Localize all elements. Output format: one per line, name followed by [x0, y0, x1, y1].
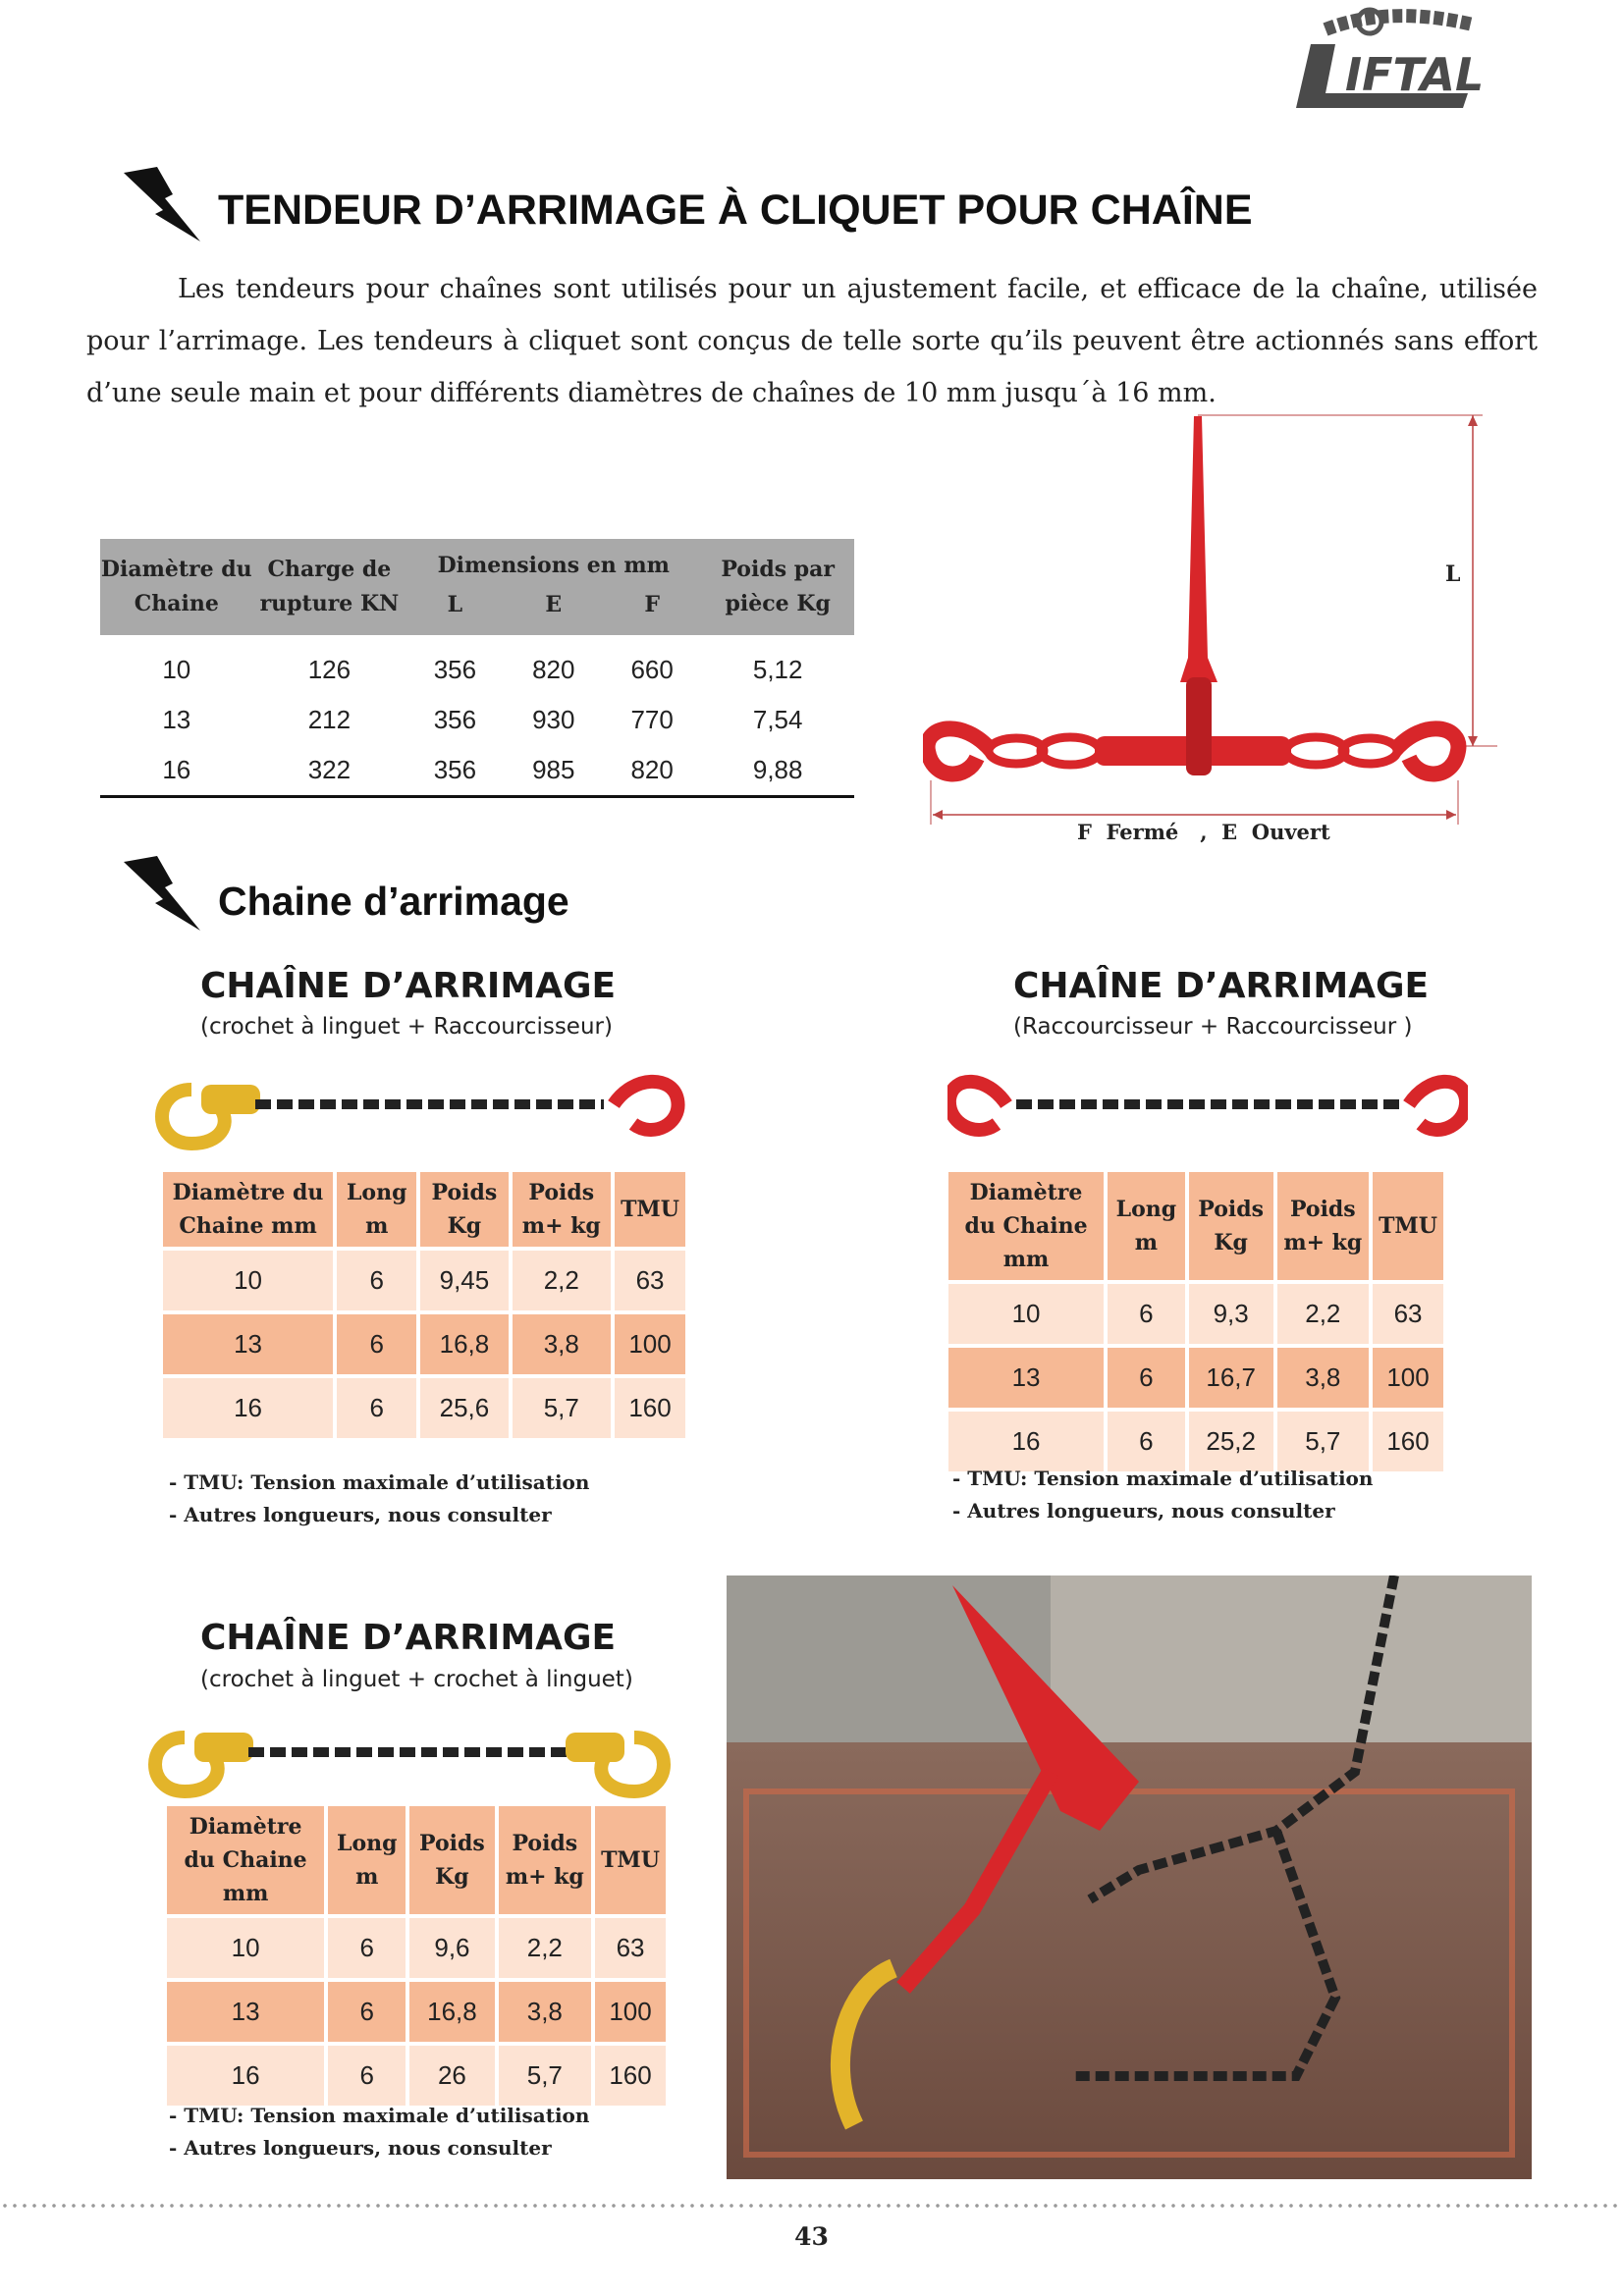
col-poids: Poids Kg — [409, 1806, 494, 1914]
table-row: 16 6 25,6 5,7 160 — [163, 1378, 685, 1438]
col-tmu: TMU — [615, 1172, 685, 1247]
chain1-notes: - TMU: Tension maximale d’utilisation - Autres longueurs, nous consulter — [169, 1470, 590, 1526]
tendeur-specs-table — [100, 539, 854, 798]
intro-paragraph: Les tendeurs pour chaînes sont utilisés pour un ajustement facile, et efficace de la chaîne, utilisée pour l’arrimage. Les tendeurs à cliquet sont conçus de telle sorte qu’ils peuvent être actionnés sans effort d’une seule main et pour différents diamètres de chaînes de 10 mm jusqu´à 16 mm. — [86, 274, 1538, 408]
table-row: 10 6 9,6 2,2 63 — [167, 1918, 666, 1978]
chain2-title: CHAÎNE D’ARRIMAGE — [1013, 966, 1430, 1006]
col-dimensions: Dimensions en mm — [406, 539, 701, 586]
col-tmu: TMU — [595, 1806, 666, 1914]
page-number: 43 — [794, 2222, 829, 2251]
col-diametre: Diamètre du Chaine — [100, 539, 253, 635]
col-diametre: Diamètre du Chaine mm — [167, 1806, 324, 1914]
chain2-notes: - TMU: Tension maximale d’utilisation - Autres longueurs, nous consulter — [952, 1467, 1374, 1522]
chain1-title: CHAÎNE D’ARRIMAGE — [200, 966, 617, 1006]
chain3-subtitle: (crochet à linguet + crochet à linguet) — [200, 1667, 633, 1692]
table-row: 13 6 16,7 3,8 100 — [948, 1348, 1443, 1408]
section-title-chaine: Chaine d’arrimage — [218, 879, 569, 924]
col-long: Long m — [1108, 1172, 1185, 1280]
chain1-table — [159, 1168, 689, 1442]
col-diametre: Diamètre du Chaine mm — [948, 1172, 1104, 1280]
col-poids-m: Poids m+ kg — [513, 1172, 612, 1247]
chain2-image — [947, 1070, 1468, 1158]
col-poids-m: Poids m+ kg — [499, 1806, 591, 1914]
svg-text:IFTAL: IFTAL — [1345, 48, 1485, 101]
chain1-subtitle: (crochet à linguet + Raccourcisseur) — [200, 1014, 613, 1040]
chain3-image — [145, 1713, 676, 1806]
liftal-logo — [1276, 0, 1502, 128]
table-row: 10 6 9,3 2,2 63 — [948, 1284, 1443, 1344]
col-E: E — [505, 586, 603, 635]
table-row: 13 6 16,8 3,8 100 — [167, 1982, 666, 2042]
col-long: Long m — [328, 1806, 406, 1914]
col-charge: Charge de rupture KN — [253, 539, 406, 635]
ratchet-photo — [727, 1575, 1532, 2179]
chain2-subtitle: (Raccourcisseur + Raccourcisseur ) — [1013, 1014, 1413, 1040]
lightning-bolt-icon — [116, 854, 204, 942]
chain3-title: CHAÎNE D’ARRIMAGE — [200, 1618, 617, 1658]
col-poids: Poids par pièce Kg — [701, 539, 854, 635]
table-row: 10 126 356 820 660 5,12 — [162, 655, 803, 684]
table-row: 16 6 25,2 5,7 160 — [948, 1412, 1443, 1471]
col-poids: Poids Kg — [420, 1172, 508, 1247]
table-row: 13 6 16,8 3,8 100 — [163, 1314, 685, 1374]
footer-divider — [0, 2203, 1623, 2209]
col-diametre: Diamètre du Chaine mm — [163, 1172, 333, 1247]
section-title-tendeur: TENDEUR D’ARRIMAGE À CLIQUET POUR CHAÎNE — [218, 187, 1253, 234]
lightning-bolt-icon — [116, 165, 204, 253]
chain2-table — [945, 1168, 1447, 1475]
chain3-table — [163, 1802, 670, 2109]
col-F: F — [603, 586, 701, 635]
diagram-caption: F Fermé , E Ouvert — [1077, 820, 1330, 844]
table-row: 10 6 9,45 2,2 63 — [163, 1251, 685, 1310]
col-poids: Poids Kg — [1189, 1172, 1273, 1280]
chain3-notes: - TMU: Tension maximale d’utilisation - Autres longueurs, nous consulter — [169, 2104, 590, 2160]
col-poids-m: Poids m+ kg — [1277, 1172, 1369, 1280]
col-tmu: TMU — [1373, 1172, 1443, 1280]
dimension-L-label: L — [1445, 561, 1461, 587]
table-row: 16 322 356 985 820 9,88 — [100, 745, 854, 797]
chain1-image — [152, 1070, 687, 1158]
col-L: L — [406, 586, 504, 635]
table-row: 16 6 26 5,7 160 — [167, 2046, 666, 2106]
ratchet-binder-diagram — [923, 412, 1512, 864]
table-row: 13 212 356 930 770 7,54 — [162, 705, 803, 734]
col-long: Long m — [337, 1172, 416, 1247]
